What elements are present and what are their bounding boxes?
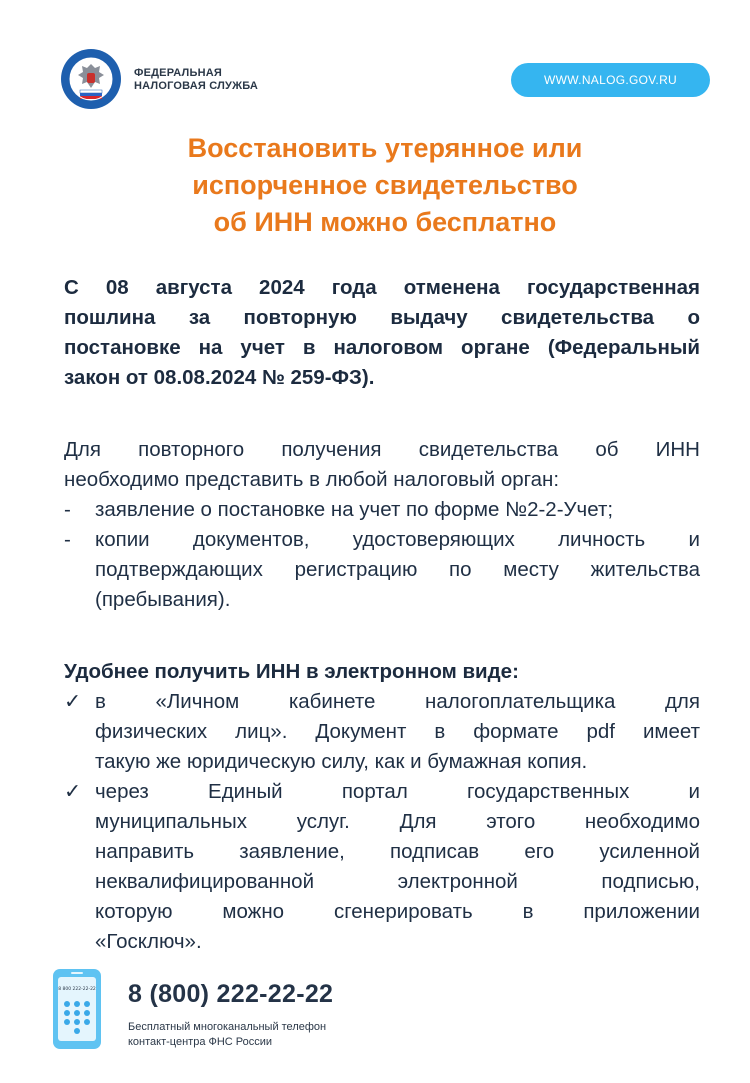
fns-emblem-icon xyxy=(60,48,122,110)
item-line: копии документов, удостоверяющих личность и xyxy=(95,528,700,551)
item-line: направить заявление, подписав его усиленной xyxy=(95,840,700,863)
intro-paragraph xyxy=(64,273,700,393)
header xyxy=(60,48,710,112)
item-line: муниципальных услуг. Для этого необходимо xyxy=(95,810,700,833)
docs-line: Для повторного получения свидетельства об ИНН xyxy=(64,438,700,461)
electronic-section xyxy=(64,657,700,957)
phone-note-line: Бесплатный многоканальный телефон xyxy=(128,1021,327,1033)
list-item xyxy=(64,495,700,525)
documents-list xyxy=(64,495,700,615)
org-name xyxy=(134,67,258,93)
item-line: «Госключ». xyxy=(95,930,202,953)
check-icon: ✓ xyxy=(64,690,82,713)
intro-line: постановке на учет в налоговом органе (Федеральный xyxy=(64,336,700,359)
title-line: испорченное свидетельство xyxy=(192,170,578,200)
phone-note xyxy=(128,1020,326,1050)
section-heading: Удобнее получить ИНН в электронном виде: xyxy=(64,660,519,683)
item-line: в «Личном кабинете налогоплательщика для xyxy=(95,690,700,713)
check-icon: ✓ xyxy=(64,780,82,803)
list-item xyxy=(64,687,700,777)
dash-marker: - xyxy=(64,498,71,521)
item-line: (пребывания). xyxy=(95,588,231,611)
electronic-list xyxy=(64,687,700,957)
item-line: подтверждающих регистрацию по месту жительства xyxy=(95,558,700,581)
org-name-line: ФЕДЕРАЛЬНАЯ xyxy=(134,67,222,79)
item-line: неквалифицированной электронной подписью, xyxy=(95,870,700,893)
phone-icon-text: 8 800 222-22-22 xyxy=(58,987,96,992)
phone-number[interactable]: 8 (800) 222-22-22 xyxy=(128,980,334,1008)
website-link-button[interactable]: WWW.NALOG.GOV.RU xyxy=(511,63,710,97)
list-item xyxy=(64,525,700,615)
phone-icon xyxy=(52,968,102,1050)
item-line: которую можно сгенерировать в приложении xyxy=(95,900,700,923)
intro-line: пошлина за повторную выдачу свидетельства о xyxy=(64,306,700,329)
content xyxy=(64,273,700,957)
docs-line: необходимо представить в любой налоговый орган: xyxy=(64,468,560,491)
intro-line: закон от 08.08.2024 № 259-ФЗ). xyxy=(64,366,375,389)
title-line: об ИНН можно бесплатно xyxy=(213,207,557,237)
intro-line: С 08 августа 2024 года отменена государственная xyxy=(64,276,700,299)
item-line: такую же юридическую силу, как и бумажная копия. xyxy=(95,750,588,773)
dash-marker: - xyxy=(64,528,71,551)
item-line: через Единый портал государственных и xyxy=(95,780,700,803)
documents-section xyxy=(64,435,700,615)
item-line: физических лиц». Документ в формате pdf имеет xyxy=(95,720,700,743)
page-title xyxy=(60,130,710,241)
org-name-line: НАЛОГОВАЯ СЛУЖБА xyxy=(134,80,259,92)
list-item xyxy=(64,777,700,957)
title-line: Восстановить утерянное или xyxy=(187,133,583,163)
item-line: заявление о постановке на учет по форме №2-2-Учет; xyxy=(95,498,614,521)
phone-note-line: контакт-центра ФНС России xyxy=(128,1036,273,1048)
